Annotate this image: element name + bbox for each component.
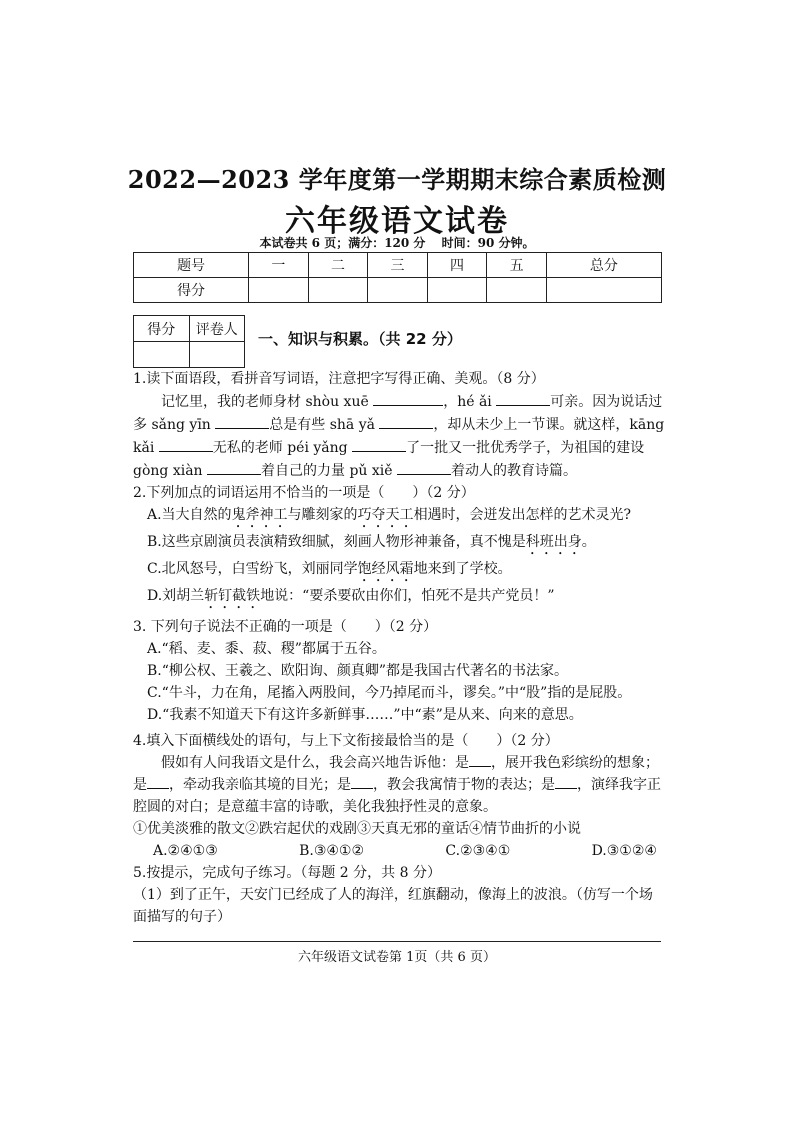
exam-info: 本试卷共 6 页；满分：120 分 时间：90 分钟。 [259,236,535,250]
section-heading: 一、知识与积累。（共 22 分） [258,330,462,348]
q4-text: ，展开我色彩缤纷的想象；是 [133,755,659,793]
q1-text: 无私的老师 péi yǎng [212,440,353,456]
score-cell: 总分 [546,253,661,278]
q2-text: 地说：“要杀要砍由你们，怕死不是共产党员！” [260,588,555,604]
answer-blank [555,774,577,789]
q1-text: 记忆里，我的老师身材 shòu xuē [161,394,374,410]
score-label-cell: 得分 [134,278,249,303]
q4-text: ，教会我寓情于物的表达；是 [373,777,555,793]
score-entry-cell [308,278,368,303]
question-body [133,368,665,928]
q2-text: 相遇时，会迸发出怎样的艺术灵光? [413,507,632,523]
q1-text: 可亲。因为说话过多 sǎng yīn [133,394,663,433]
q2-text: 与雕刻家的 [287,507,358,523]
answer-blank [207,459,261,475]
score-cell: 四 [427,253,487,278]
q4-text: ，牵动我亲临其境的目光；是 [169,777,351,793]
q1-text: 着动人的教育诗篇。 [451,463,578,479]
grader-score-label: 得分 [134,316,190,342]
q5-stem: 5.按提示，完成句子练习。（每题 2 分，共 8 分） [133,865,441,881]
q4-option: D.③①②④ [591,843,657,859]
score-entry-cell [249,278,309,303]
q2-option-c [133,558,665,585]
score-entry-cell [487,278,547,303]
q1-stem: 1.读下面语段，看拼音写词语，注意把字写得正确、美观。（8 分） [133,371,545,387]
q4-items: ①优美淡雅的散文②跌宕起伏的戏剧③天真无邪的童话④情节曲折的小说 [133,821,581,837]
q3-stem: 3. 下列句子说法不正确的一项是（ ）（2 分） [133,619,438,635]
q4-option: A.②④①③ [153,843,218,859]
q3-option-b: B.“柳公权、王羲之、欧阳询、颜真卿”都是我国古代著名的书法家。 [147,663,569,679]
q2-stem: 2.下列加点的词语运用不恰当的一项是（ ）（2 分） [133,485,475,501]
q1-text: 总是有些 shā yǎ [269,417,380,433]
answer-blank [496,390,550,406]
q2-text: 地来到了学校。 [413,561,512,577]
score-entry-cell [546,278,661,303]
answer-blank [379,413,433,429]
answer-blank [397,459,451,475]
q2-text: D.刘胡兰 [147,588,205,604]
q3-option-d: D.“我素不知道天下有这许多新鲜事……”中“素”是从来、向来的意思。 [147,707,583,723]
q1-text: ，hé ǎi [443,394,497,410]
footer-divider [133,941,661,942]
q1-passage [133,390,665,482]
q1-text: 着自己的力量 pǔ xiě [261,463,398,479]
q2-option-d [133,585,665,612]
score-cell: 一 [249,253,309,278]
q4-text: 假如有人问我语文是什么，我会高兴地告诉他：是 [161,755,469,771]
grader-name-label: 评卷人 [189,316,245,342]
dotted-word: 饱经风霜 [357,561,414,577]
q1-text: ，却从未少上一节课。就这样，kāng kǎi [133,417,665,456]
score-entry-cell [368,278,428,303]
q3-option-a: A.“稻、麦、黍、菽、稷”都属于五谷。 [147,641,386,657]
q5-sentence-1: （1）到了正午，天安门已经成了人的海洋，红旗翻动，像海上的波浪。（仿写一个场面描写的句子） [133,887,653,925]
score-table-score-row [134,278,662,303]
answer-blank [215,413,269,429]
score-table-header-row [134,253,662,278]
q2-text: A.当大自然的 [147,507,232,523]
q4-passage [133,752,665,818]
q4-stem: 4.填入下面横线处的语句，与上下文衔接最恰当的是（ ）（2 分） [133,733,559,749]
exam-title: 2022—2023 学年度第一学期期末综合素质检测 [127,165,667,194]
page-footer: 六年级语文试卷第 1页（共 6 页） [298,950,496,965]
score-entry-cell [427,278,487,303]
q1-text: 了一批又一批优秀学子，为祖国的建设 gòng xiàn [133,440,645,479]
grader-table [133,315,245,368]
q4-options [133,840,665,862]
dotted-word: 斩钉截铁 [204,588,261,604]
score-cell: 五 [487,253,547,278]
answer-blank [373,390,443,406]
answer-blank [159,436,213,452]
q4-option: C.②③④① [445,843,511,859]
grader-score-entry [134,342,190,368]
answer-blank [351,774,373,789]
q2-text: B.这些京剧演员表演精致细腻，刻画人物形神兼备，真不愧是 [147,534,526,550]
dotted-word: 鬼斧神工 [231,507,288,523]
q2-option-b [133,531,665,558]
q2-text: C.北风怒号，白雪纷飞，刘丽同学 [147,561,358,577]
answer-blank [352,436,406,452]
score-cell: 三 [368,253,428,278]
q4-option: B.③④①② [299,843,365,859]
q4-text: ，演绎我字正腔圆的对白；是意蕴丰富的诗歌，美化我独抒性灵的意象。 [133,777,661,815]
grader-name-entry [189,342,245,368]
score-cell: 题号 [134,253,249,278]
q3-option-c: C.“牛斗，力在角，尾搐入两股间，今乃掉尾而斗，谬矣。”中“股”指的是屁股。 [147,685,632,701]
dotted-word: 科班出身 [525,534,582,550]
dotted-word: 巧夺天工 [357,507,414,523]
score-table [133,252,662,303]
q2-option-a [133,504,665,531]
answer-blank [469,752,491,767]
exam-subtitle: 六年级语文试卷 [285,204,509,239]
score-cell: 二 [308,253,368,278]
answer-blank [147,774,169,789]
q2-text: 。 [581,534,596,550]
